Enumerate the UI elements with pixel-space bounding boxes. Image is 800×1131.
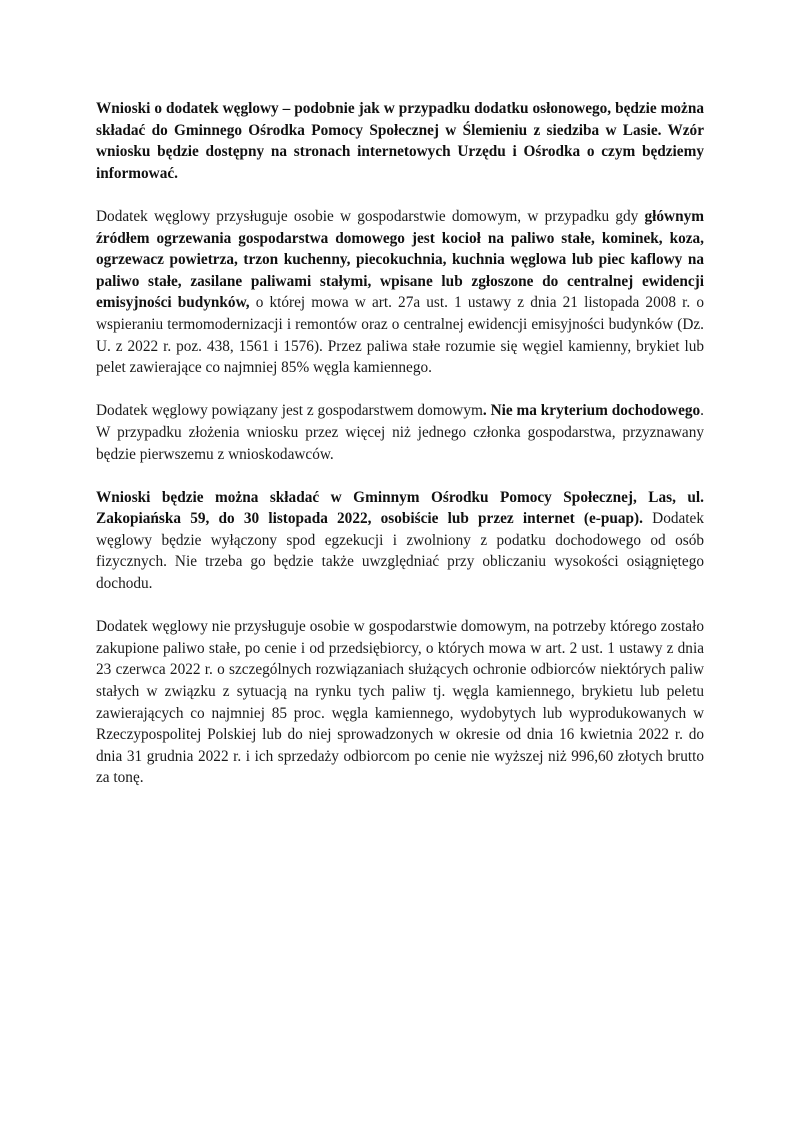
paragraph-text: Dodatek węglowy nie przysługuje osobie w gospodarstwie domowym, na potrzeby którego zostało zakupione paliwo stałe, po cenie i od przedsiębiorcy, o których mowa w art. 2 ust. 1 ustawy z dnia 23 czerwca 2022 r. o szczególnych rozwiązaniach służących ochronie odbiorców niektórych paliw stałych w związku z sytuacją na rynku tych paliw tj. węgla kamiennego, brykietu lub peletu zawierających co najmniej 85 proc. węgla kamiennego, wydobytych lub wyprodukowanych w Rzeczypospolitej Polskiej lub do niej sprowadzonych w okresie od dnia 16 kwietnia 2022 r. do dnia 31 grudnia 2022 r. i ich sprzedaży odbiorcom po cenie nie wyższej niż 996,60 złotych brutto za tonę. xyxy=(96,618,704,787)
paragraph-text-bold: Wnioski o dodatek węglowy – podobnie jak w przypadku dodatku osłonowego, będzie można składać do Gminnego Ośrodka Pomocy Społecznej w Ślemieniu z siedziba w Lasie. Wzór wniosku będzie dostępny na stronach internetowych Urzędu i Ośrodka o czym będziemy informować. xyxy=(96,100,704,182)
paragraph-household xyxy=(96,400,704,465)
paragraph-submission xyxy=(96,487,704,595)
paragraph-exclusions xyxy=(96,616,704,789)
paragraph-text-bold: głównym źródłem ogrzewania gospodarstwa domowego jest kocioł na paliwo stałe, kominek, koza, ogrzewacz powietrza, trzon kuchenny, piecokuchnia, kuchnia węglowa lub piec kaflowy na paliwo stałe, zasilane paliwami stałymi, wpisane lub zgłoszone do centralnej ewidencji emisyjności budynków, xyxy=(96,207,704,312)
paragraph-text: Dodatek węglowy przysługuje osobie w gospodarstwie domowym, w przypadku gdy xyxy=(96,207,645,225)
paragraph-text-bold: Wnioski będzie można składać w Gminnym Ośrodku Pomocy Społecznej, Las, ul. Zakopiańska 59, do 30 listopada 2022, osobiście lub przez internet (e-puap). xyxy=(96,488,704,528)
paragraph-text-bold: . Nie ma kryterium dochodowego xyxy=(482,402,701,420)
paragraph-application-info xyxy=(96,98,704,184)
paragraph-eligibility xyxy=(96,206,704,379)
paragraph-text: Dodatek węglowy powiązany jest z gospodarstwem domowym xyxy=(96,402,483,420)
paragraph-text: . W przypadku złożenia wniosku przez więcej niż jednego członka gospodarstwa, przyznawany będzie pierwszemu z wnioskodawców. xyxy=(96,402,704,463)
paragraph-text: o której mowa w art. 27a ust. 1 ustawy z dnia 21 listopada 2008 r. o wspieraniu termomodernizacji i remontów oraz o centralnej ewidencji emisyjności budynków (Dz. U. z 2022 r. poz. 438, 1561 i 1576). Przez paliwa stałe rozumie się węgiel kamienny, brykiet lub pelet zawierające co najmniej 85% węgla kamiennego. xyxy=(96,294,704,377)
paragraph-text: Dodatek węglowy będzie wyłączony spod egzekucji i zwolniony z podatku dochodowego od osób fizycznych. Nie trzeba go będzie także uwzględniać przy obliczaniu wysokości osiągniętego dochodu. xyxy=(96,510,704,593)
document-body xyxy=(96,98,704,811)
